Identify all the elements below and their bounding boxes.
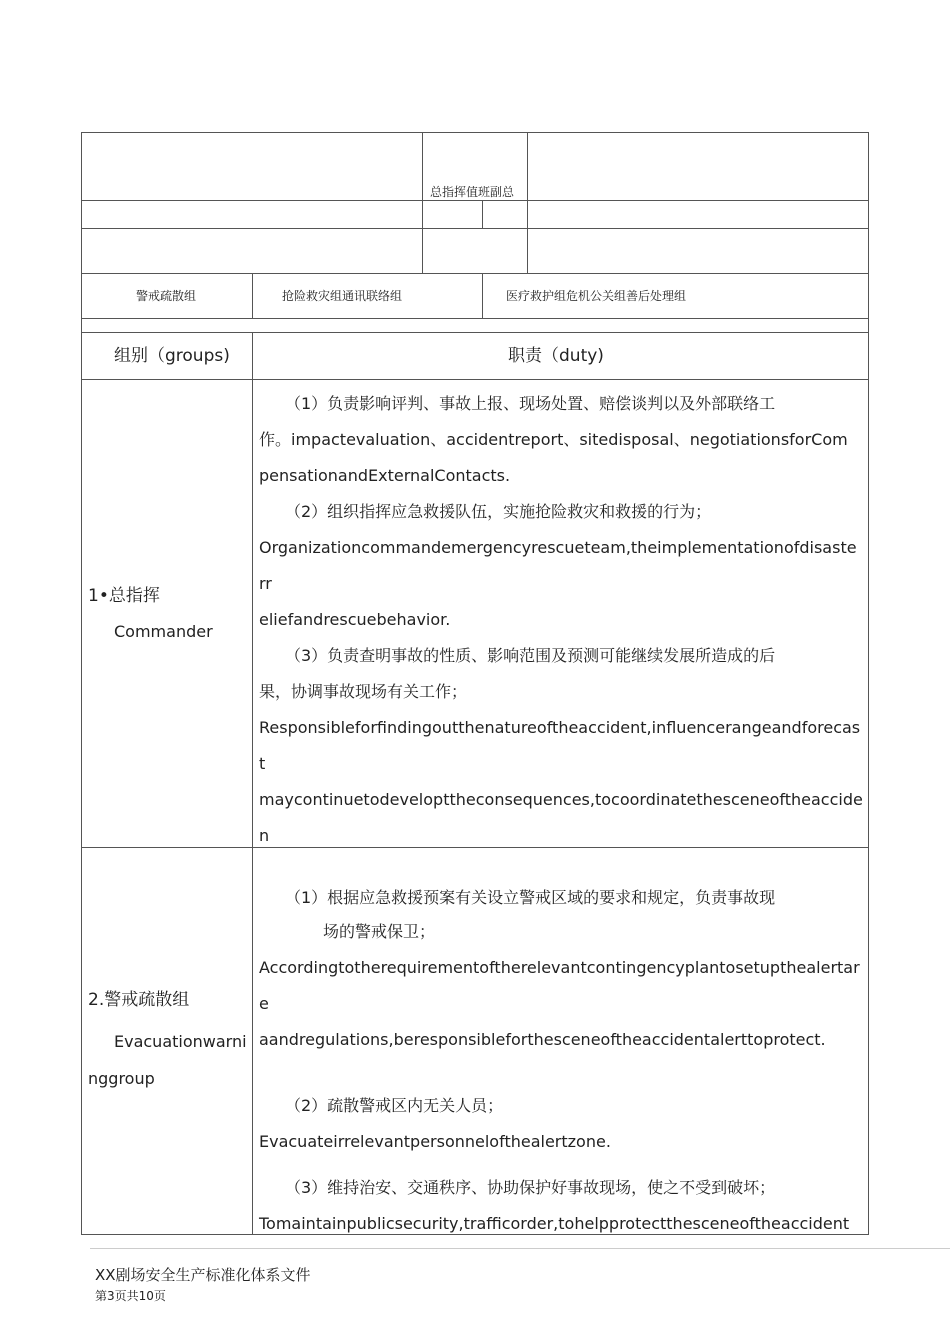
duty-line: aandregulations,beresponsibleforthesceneoftheaccidentalerttoprotect. <box>259 1030 826 1049</box>
duty-line: Evacuateirrelevantpersonnelofthealertzone. <box>259 1132 611 1151</box>
group-evacuation-en-1: Evacuationwarni <box>114 1032 247 1051</box>
duty-line: 场的警戒保卫； <box>323 922 436 941</box>
table-row-divider <box>81 228 869 229</box>
commander-duty-text <box>259 386 863 846</box>
duty-line: eliefandrescuebehavior. <box>259 610 451 629</box>
table-row-divider <box>81 332 869 333</box>
footer-page-number: 第3页共10页 <box>95 1289 166 1303</box>
table-col-divider <box>422 132 423 273</box>
duty-line: 果，协调事故现场有关工作； <box>259 682 468 701</box>
header-groups: 组别（groups) <box>114 346 230 366</box>
top-right-label: 总指挥值班副总 <box>430 185 515 199</box>
table-border-left <box>81 132 82 1235</box>
duty-line: Tomaintainpublicsecurity,trafficorder,tohelpprotectthesceneoftheaccident <box>259 1214 850 1233</box>
groups-row-col3: 医疗救护组危机公关组善后处理组 <box>506 289 687 303</box>
table-row-divider <box>81 847 869 848</box>
table-col-divider <box>482 273 483 318</box>
group-commander-cn: 1•总指挥 <box>88 586 160 606</box>
group-evacuation-cn: 2.警戒疏散组 <box>88 990 190 1010</box>
table-border-top <box>81 132 869 133</box>
duty-line: （3）维持治安、交通秩序、协助保护好事故现场，使之不受到破坏； <box>285 1178 776 1197</box>
table-col-divider <box>482 200 483 228</box>
groups-row-col2: 抢险救灾组通讯联络组 <box>282 289 403 303</box>
duty-line: Responsibleforfindingoutthenatureoftheaccident,influencerangeandforecast <box>259 718 861 773</box>
group-commander-en: Commander <box>114 622 213 641</box>
table-row-divider <box>81 318 869 319</box>
duty-line: Accordingtotherequirementoftherelevantcontingencyplantosetupthealertare <box>259 958 860 1013</box>
groups-row-col1: 警戒疏散组 <box>136 289 197 303</box>
duty-line: （3）负责查明事故的性质、影响范围及预测可能继续发展所造成的后 <box>285 646 776 665</box>
commander-duty-cell <box>253 380 868 846</box>
duty-line: （2）组织指挥应急救援队伍，实施抢险救灾和救援的行为； <box>285 502 712 521</box>
table-border-right <box>868 132 869 1235</box>
duty-line: （2）疏散警戒区内无关人员； <box>285 1096 504 1115</box>
duty-line: （1）负责影响评判、事故上报、现场处置、赔偿谈判以及外部联络工 <box>285 394 776 413</box>
group-evacuation-en-2: nggroup <box>88 1069 155 1088</box>
duty-line: 作。impactevaluation、accidentreport、sitedisposal、negotiationsforCom <box>259 430 848 449</box>
duty-line: Organizationcommandemergencyrescueteam,theimplementationofdisasterr <box>259 538 857 593</box>
duty-line: pensationandExternalContacts. <box>259 466 511 485</box>
table-col-divider <box>527 132 528 273</box>
table-col-divider <box>252 273 253 318</box>
footer-title: XX剧场安全生产标准化体系文件 <box>95 1266 311 1284</box>
duty-line: （1）根据应急救援预案有关设立警戒区域的要求和规定，负责事故现 <box>285 888 776 907</box>
footer-divider <box>90 1248 950 1249</box>
header-duty: 职责（duty) <box>508 346 604 366</box>
table-row-divider <box>81 273 869 274</box>
table-row-divider <box>81 200 869 201</box>
evacuation-duty-text <box>259 880 863 1242</box>
duty-line: maycontinuetodevelopttheconsequences,tocoordinatethesceneoftheacciden <box>259 790 863 845</box>
